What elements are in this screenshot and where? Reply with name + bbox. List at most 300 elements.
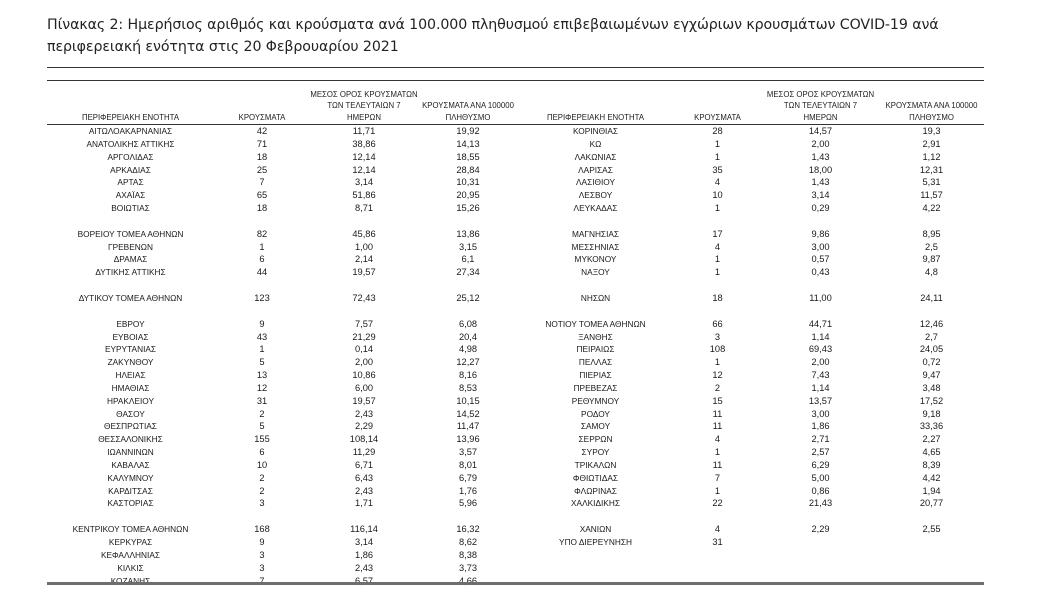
cell-per-100k: 19,3 [922,126,941,136]
cell-avg-7d: 1,43 [811,177,830,188]
header-avg-line3: ΗΜΕΡΩΝ [803,112,838,122]
cell-cases: 5 [259,357,265,368]
spacer-row [47,279,518,292]
cell-region: ΠΕΙΡΑΙΩΣ [576,344,615,355]
spacer-row [47,510,518,523]
cell-region: ΛΑΣΙΘΙΟΥ [576,177,615,188]
cell-cases: 1 [259,241,265,252]
cell-cases: 25 [256,164,268,175]
cell-region: ΠΙΕΡΙΑΣ [579,370,612,381]
table-row [47,408,518,421]
table-row [47,523,518,536]
table-row [47,562,518,575]
cell-per-100k: 3,48 [922,382,941,393]
cell-avg-7d: 3,00 [811,241,830,252]
table-row [518,318,984,331]
cell-region: ΚΟΖΑΝΗΣ [110,575,151,586]
cell-cases: 11 [712,459,723,470]
cell-per-100k: 2,5 [925,241,938,252]
cell-region: ΡΕΘΥΜΝΟΥ [571,395,620,406]
table-row [47,343,518,356]
cell-cases: 2 [259,472,265,483]
right-table [518,84,984,549]
table-row [518,497,984,510]
cell-cases: 31 [712,537,723,547]
cell-avg-7d: 11,00 [809,292,832,303]
cell-avg-7d: 3,14 [354,177,374,188]
cell-cases: 42 [256,126,268,136]
cell-avg-7d: 6,71 [354,459,374,470]
table-row [518,356,984,369]
header-avg-line1: ΜΕΣΟΣ ΟΡΟΣ ΚΡΟΥΣΜΑΤΩΝ [310,89,418,99]
header-per100k-line2: ΠΛΗΘΥΣΜΟ [909,112,954,122]
cell-cases: 3 [259,549,265,560]
cell-region: ΚΕΝΤΡΙΚΟΥ ΤΟΜΕΑ ΑΘΗΝΩΝ [72,524,189,535]
cell-avg-7d: 2,71 [811,434,830,445]
cell-cases: 10 [712,190,723,201]
header-avg-line2: ΤΩΝ ΤΕΛΕΥΤΑΙΩΝ 7 [327,101,401,110]
cell-per-100k: 8,39 [922,459,941,470]
cell-region: ΑΡΚΑΔΙΑΣ [110,164,151,175]
table-row [47,164,518,177]
header-region: ΠΕΡΙΦΕΡΕΙΑΚΗ ΕΝΟΤΗΤΑ [546,112,645,122]
table-row [47,176,518,189]
cell-cases: 1 [259,344,265,355]
cell-per-100k: 4,65 [922,447,941,458]
cell-cases: 1 [714,485,721,496]
cell-cases: 13 [256,370,268,381]
cell-avg-7d: 12,14 [352,151,376,162]
cell-avg-7d: 116,14 [350,524,378,535]
cell-per-100k: 11,57 [920,190,943,201]
cell-per-100k: 24,05 [919,344,944,355]
cell-cases: 6 [259,254,265,265]
cell-region: ΛΕΣΒΟΥ [578,190,613,201]
cell-avg-7d: 2,57 [811,447,830,458]
cell-cases: 65 [256,190,268,201]
cell-cases: 82 [256,228,268,239]
table-row [518,369,984,382]
cell-avg-7d: 9,86 [811,228,830,239]
cell-cases: 18 [712,292,723,303]
cell-per-100k: 10,31 [456,177,480,188]
table-row [518,292,984,305]
cell-avg-7d: 21,43 [808,498,833,509]
cell-per-100k: 20,77 [919,498,944,509]
table-row [518,433,984,446]
cell-cases: 1 [714,447,721,458]
cell-per-100k: 2,91 [922,138,941,149]
cell-region: ΜΥΚΟΝΟΥ [574,254,617,265]
cell-cases: 9 [259,318,265,329]
cell-avg-7d: 10,86 [352,370,376,381]
right-table-body [518,125,984,549]
table-row [47,125,518,138]
left-table-body [47,125,518,587]
cell-region: ΕΒΡΟΥ [116,318,145,329]
cell-avg-7d: 6,29 [811,459,830,470]
table-row [47,446,518,459]
cell-cases: 9 [259,537,265,547]
cell-avg-7d: 6,43 [354,472,374,483]
cell-avg-7d: 0,86 [811,485,830,496]
cell-region: ΒΟΙΩΤΙΑΣ [111,203,150,214]
cell-region: ΘΑΣΟΥ [116,408,145,419]
cell-avg-7d: 2,00 [811,138,830,149]
cell-region: ΑΝΑΤΟΛΙΚΗΣ ΑΤΤΙΚΗΣ [86,138,175,149]
cell-cases: 18 [256,203,268,214]
cell-avg-7d: 3,14 [811,190,830,201]
cell-per-100k: 4,42 [922,472,941,483]
cell-per-100k: 0,72 [922,357,941,368]
cell-avg-7d: 5,00 [811,472,830,483]
table-row [47,575,518,588]
cell-avg-7d: 12,14 [352,164,376,175]
header-avg-7d [762,89,879,124]
spacer-row [518,305,984,318]
cell-avg-7d: 2,43 [354,408,374,419]
cell-avg-7d: 72,43 [352,292,376,303]
table-row [47,189,518,202]
cell-cases: 1 [714,254,721,265]
cell-region: ΗΡΑΚΛΕΙΟΥ [106,395,155,406]
cell-avg-7d: 21,29 [352,331,376,342]
cell-per-100k: 33,36 [919,421,944,432]
cell-region: ΣΕΡΡΩΝ [578,434,613,445]
cell-cases: 7 [259,177,265,188]
cell-cases: 11 [712,421,723,432]
cell-avg-7d: 1,86 [354,549,374,560]
table-row [518,151,984,164]
table-row [518,228,984,241]
cell-region: ΕΥΡΥΤΑΝΙΑΣ [104,344,157,355]
table-row [518,189,984,202]
cell-per-100k: 8,38 [458,549,478,560]
cell-cases: 66 [712,318,723,329]
table-row [47,318,518,331]
cell-cases: 4 [714,524,721,535]
cell-region: ΘΕΣΠΡΩΤΙΑΣ [104,421,157,432]
cell-per-100k: 18,55 [456,151,480,162]
table-row [47,420,518,433]
table-row [47,536,518,549]
table-row [47,266,518,279]
cell-per-100k: 12,46 [919,318,944,329]
cell-per-100k: 4,66 [458,575,478,586]
cell-cases: 2 [259,408,265,419]
table-row [47,138,518,151]
cell-per-100k: 6,1 [461,254,475,265]
cell-cases: 7 [714,472,721,483]
cell-cases: 2 [259,485,265,496]
cell-avg-7d: 6,57 [354,575,374,586]
top-rule [47,67,984,68]
cell-cases: 22 [712,498,723,509]
cell-avg-7d: 0,29 [811,203,830,214]
cell-cases: 28 [712,126,723,136]
table-row [47,485,518,498]
cell-avg-7d: 1,14 [811,382,830,393]
cell-avg-7d: 1,86 [811,421,830,432]
header-cases: ΚΡΟΥΣΜΑΤΑ [238,112,286,122]
table-row [518,164,984,177]
table-caption: Πίνακας 2: Ημερήσιος αριθμός και κρούσματα ανά 100.000 πληθυσμού επιβεβαιωμένων εγχώριων κρουσμάτων COVID-19 ανά περιφερειακή ενότητα στις 20 Φεβρουαρίου 2021 [47,17,939,55]
second-rule [47,80,984,81]
cell-avg-7d: 14,57 [808,126,833,136]
cell-region: ΜΕΣΣΗΝΙΑΣ [571,241,620,252]
cell-cases: 12 [712,370,723,381]
cell-per-100k: 5,31 [922,177,941,188]
cell-per-100k: 6,79 [458,472,478,483]
header-per-100k [879,100,984,123]
cell-region: ΚΟΡΙΝΘΙΑΣ [573,126,618,136]
cell-cases: 12 [256,382,268,393]
cell-per-100k: 12,31 [919,164,944,175]
cell-region: ΦΛΩΡΙΝΑΣ [574,485,617,496]
cell-per-100k: 1,94 [922,485,941,496]
cell-cases: 155 [254,434,270,445]
cell-avg-7d: 2,43 [354,485,374,496]
table-row [47,395,518,408]
table-row [518,241,984,254]
cell-avg-7d: 1,00 [354,241,374,252]
table-row [518,523,984,536]
cell-region: ΖΑΚΥΝΘΟΥ [107,357,154,368]
cell-region: ΜΑΓΝΗΣΙΑΣ [571,228,620,239]
spacer-row [47,215,518,228]
cell-per-100k: 15,26 [456,203,480,214]
table-row [47,356,518,369]
cell-cases: 108 [709,344,726,355]
cell-per-100k: 10,15 [456,395,480,406]
table-row [518,176,984,189]
cell-per-100k: 5,96 [458,498,478,509]
cell-region: ΙΩΑΝΝΙΝΩΝ [107,447,154,458]
cell-per-100k: 20,4 [458,331,478,342]
cell-region: ΗΛΕΙΑΣ [115,370,146,381]
table-row [47,497,518,510]
table-row [518,395,984,408]
cell-cases: 6 [259,447,265,458]
cell-avg-7d: 19,57 [352,267,376,278]
header-cases: ΚΡΟΥΣΜΑΤΑ [694,112,741,122]
cell-avg-7d: 38,86 [352,138,376,149]
table-row [47,253,518,266]
spacer-row [518,279,984,292]
cell-per-100k: 24,11 [920,292,943,303]
cell-avg-7d: 51,86 [352,190,376,201]
cell-region: ΛΕΥΚΑΔΑΣ [573,203,618,214]
header-avg-7d [310,89,418,124]
header-avg-line3: ΗΜΕΡΩΝ [347,112,381,122]
cell-avg-7d: 3,14 [354,537,374,547]
cell-region: ΚΩ [589,138,602,149]
cell-avg-7d: 19,57 [352,395,376,406]
table-row [518,266,984,279]
header-per100k-line1: ΚΡΟΥΣΜΑΤΑ ΑΝΑ 100000 [885,101,978,110]
cell-avg-7d: 6,00 [354,382,374,393]
cell-per-100k: 8,16 [458,370,478,381]
header-per100k-line1: ΚΡΟΥΣΜΑΤΑ ΑΝΑ 100000 [422,101,514,110]
cell-region: ΑΙΤΩΛΟΑΚΑΡΝΑΝΙΑΣ [88,126,173,136]
cell-avg-7d: 11,71 [352,126,376,136]
cell-region: ΛΑΚΩΝΙΑΣ [574,151,617,162]
cell-avg-7d: 3,00 [811,408,830,419]
bottom-rule [47,582,984,585]
cell-region: ΣΑΜΟΥ [580,421,611,432]
cell-cases: 4 [714,241,721,252]
cell-per-100k: 3,73 [458,562,478,573]
cell-per-100k: 2,7 [925,331,938,342]
cell-region: ΠΕΛΛΑΣ [578,357,613,368]
cell-region: ΚΑΒΑΛΑΣ [111,459,150,470]
cell-per-100k: 8,53 [458,382,478,393]
cell-per-100k: 11,47 [456,421,480,432]
cell-per-100k: 9,87 [922,254,941,265]
cell-per-100k: 1,12 [922,151,941,162]
cell-cases: 5 [259,421,265,432]
cell-region: ΗΜΑΘΙΑΣ [111,382,150,393]
cell-avg-7d: 2,14 [354,254,374,265]
table-row [47,433,518,446]
cell-per-100k: 13,96 [456,434,480,445]
cell-region: ΑΧΑΪΑΣ [115,190,146,201]
table-row [518,382,984,395]
cell-per-100k: 17,52 [919,395,944,406]
table-row [47,459,518,472]
table-row [47,202,518,215]
cell-per-100k: 8,62 [458,537,478,547]
cell-per-100k: 4,8 [925,267,938,278]
cell-cases: 44 [256,267,268,278]
table-row [47,241,518,254]
cell-cases: 1 [714,357,721,368]
spacer-row [518,215,984,228]
cell-region: ΚΑΛΥΜΝΟΥ [107,472,154,483]
cell-per-100k: 19,92 [456,126,480,136]
cell-region: ΝΗΣΩΝ [580,292,611,303]
cell-region: ΧΑΛΚΙΔΙΚΗΣ [571,498,620,509]
cell-per-100k: 28,84 [456,164,480,175]
cell-region: ΑΡΓΟΛΙΔΑΣ [107,151,154,162]
cell-per-100k: 20,95 [456,190,480,201]
cell-cases: 1 [714,203,721,214]
header-per100k-line2: ΠΛΗΘΥΣΜΟ [445,112,491,122]
table-row [47,472,518,485]
header-per-100k [418,100,518,123]
cell-region: ΓΡΕΒΕΝΩΝ [108,241,153,252]
cell-avg-7d: 11,29 [352,447,376,458]
cell-region: ΕΥΒΟΙΑΣ [112,331,149,342]
table-row [47,228,518,241]
table-row [518,485,984,498]
cell-cases: 1 [714,267,721,278]
table-row [518,331,984,344]
cell-cases: 123 [254,292,270,303]
cell-per-100k: 9,18 [922,408,941,419]
cell-cases: 7 [259,575,265,586]
cell-avg-7d: 2,29 [811,524,830,535]
table-row [518,125,984,138]
cell-region: ΚΑΣΤΟΡΙΑΣ [107,498,154,509]
cell-cases: 1 [714,138,721,149]
table-row [47,151,518,164]
cell-cases: 11 [712,408,723,419]
cell-cases: 10 [256,459,268,470]
cell-avg-7d: 13,57 [808,395,833,406]
table-row [518,253,984,266]
cell-per-100k: 6,08 [458,318,478,329]
cell-per-100k: 4,98 [458,344,478,355]
cell-avg-7d: 44,71 [808,318,833,329]
cell-per-100k: 2,27 [922,434,941,445]
cell-avg-7d: 2,29 [354,421,374,432]
cell-cases: 31 [256,395,268,406]
table-row [518,472,984,485]
cell-region: ΚΕΡΚΥΡΑΣ [108,537,153,547]
cell-region: ΦΘΙΩΤΙΔΑΣ [572,472,619,483]
cell-avg-7d: 0,57 [811,254,830,265]
cell-avg-7d: 1,71 [354,498,374,509]
table-row [518,202,984,215]
table-row [47,331,518,344]
cell-region: ΠΡΕΒΕΖΑΣ [573,382,618,393]
table-row [47,292,518,305]
cell-cases: 71 [256,138,268,149]
cell-region: ΛΑΡΙΣΑΣ [578,164,613,175]
cell-region: ΑΡΤΑΣ [117,177,144,188]
table-row [518,343,984,356]
left-table-header [47,84,518,125]
cell-region: ΤΡΙΚΑΛΩΝ [574,459,617,470]
cell-per-100k: 8,95 [922,228,941,239]
cell-per-100k: 9,47 [922,370,941,381]
cell-avg-7d: 108,14 [349,434,379,445]
cell-cases: 3 [259,498,265,509]
cell-region: ΚΑΡΔΙΤΣΑΣ [108,485,153,496]
cell-cases: 2 [714,382,721,393]
cell-per-100k: 3,15 [458,241,478,252]
cell-avg-7d: 2,00 [354,357,374,368]
table-row [518,420,984,433]
cell-cases: 4 [714,177,721,188]
cell-cases: 35 [712,164,723,175]
table-row [518,459,984,472]
cell-region: ΝΟΤΙΟΥ ΤΟΜΕΑ ΑΘΗΝΩΝ [545,318,646,329]
cell-region: ΞΑΝΘΗΣ [578,331,613,342]
cell-per-100k: 12,27 [456,357,480,368]
cell-per-100k: 1,76 [458,485,478,496]
cell-per-100k: 4,22 [922,203,941,214]
cell-region: ΡΟΔΟΥ [581,408,610,419]
cell-cases: 4 [714,434,721,445]
cell-avg-7d: 18,00 [808,164,833,175]
cell-avg-7d: 1,14 [811,331,830,342]
cell-per-100k: 8,01 [458,459,478,470]
cell-cases: 43 [256,331,268,342]
cell-per-100k: 3,57 [458,447,478,458]
cell-avg-7d: 7,43 [811,370,830,381]
cell-cases: 15 [712,395,723,406]
spacer-row [47,305,518,318]
cell-cases: 3 [714,331,721,342]
cell-per-100k: 13,86 [456,228,480,239]
header-region: ΠΕΡΙΦΕΡΕΙΑΚΗ ΕΝΟΤΗΤΑ [81,112,180,122]
table-row [518,536,984,549]
cell-region: ΒΟΡΕΙΟΥ ΤΟΜΕΑ ΑΘΗΝΩΝ [77,228,184,239]
left-table [47,84,518,587]
cell-per-100k: 14,13 [456,138,480,149]
